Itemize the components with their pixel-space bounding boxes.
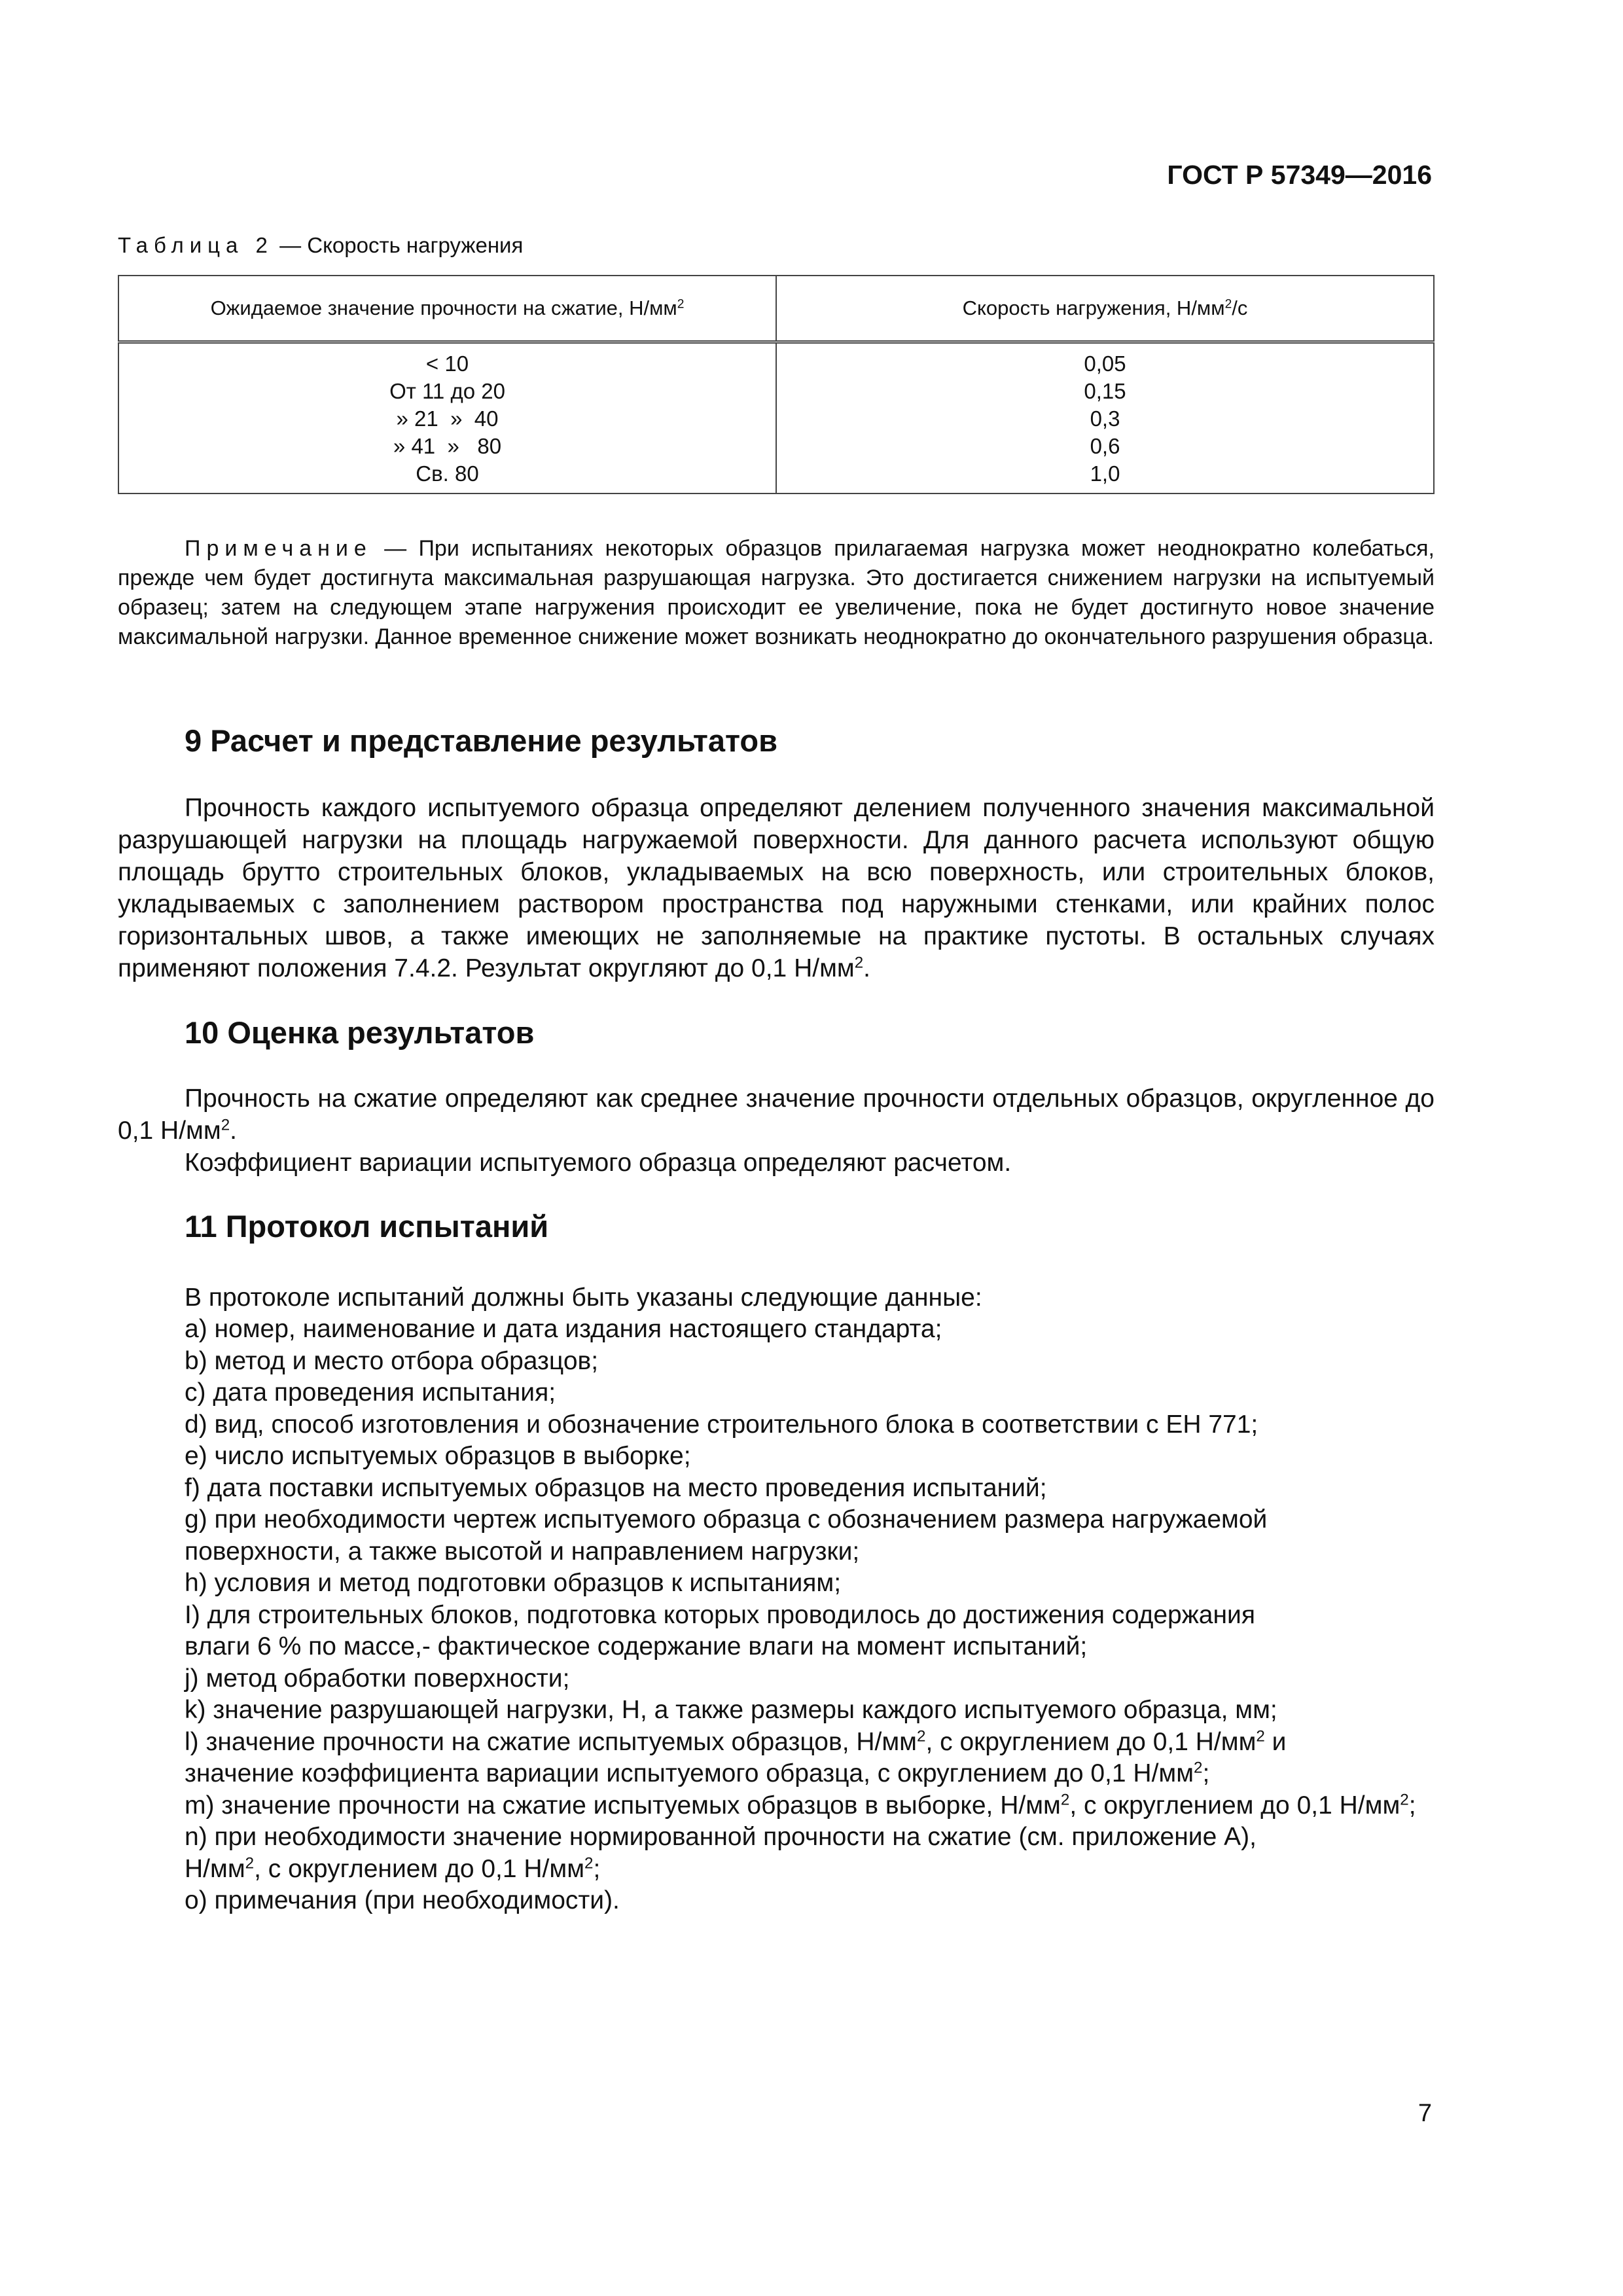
list-item: m) значение прочности на сжатие испытуемых образцов в выборке, $Н/мм^2$, с округлением до 0,1 $Н/мм^2$;: [185, 1791, 1416, 1820]
page-number: 7: [1418, 2100, 1432, 2127]
list-item: f) дата поставки испытуемых образцов на место проведения испытаний;: [185, 1473, 1047, 1502]
table-cell: » 41 » 80: [393, 434, 502, 458]
protocol-items-list: [185, 1314, 1435, 1917]
section-10-paragraph-2: Коэффициент вариации испытуемого образца определяют расчетом.: [185, 1149, 1012, 1177]
list-item: l) значение прочности на сжатие испытуемых образцов, $Н/мм^2$, с округлением до 0,1 $Н/мм^2$ и: [185, 1727, 1287, 1756]
list-item: g) при необходимости чертеж испытуемого образца с обозначением размера нагружаемой: [185, 1505, 1268, 1534]
rate-values-cell: [776, 342, 1434, 494]
table-cell: 1,0: [1090, 461, 1120, 486]
table-caption-label: Таблица 2: [118, 233, 274, 257]
list-item: h) условия и метод подготовки образцов к испытаниям;: [185, 1569, 842, 1597]
table-cell: Св. 80: [416, 461, 479, 486]
table-caption-text: — Скорость нагружения: [273, 233, 524, 257]
table-cell: < 10: [425, 351, 469, 376]
section-10-paragraph-1: Прочность на сжатие определяют как среднее значение прочности отдельных образцов, округленное до 0,1 $Н/мм^2$.: [118, 1085, 1435, 1145]
list-item: a) номер, наименование и дата издания настоящего стандарта;: [185, 1315, 942, 1343]
section-9-heading: 9 Расчет и представление результатов: [185, 723, 778, 758]
list-item: c) дата проведения испытания;: [185, 1378, 556, 1407]
list-item: I) для строительных блоков, подготовка которых проводилось до достижения содержания: [185, 1600, 1255, 1629]
table-note: [118, 534, 1435, 652]
table-cell: » 21 » 40: [396, 406, 499, 431]
protocol-intro: В протоколе испытаний должны быть указаны следующие данные:: [185, 1283, 982, 1312]
table-cell: 0,15: [1084, 379, 1126, 403]
section-9-body: [118, 792, 1435, 984]
list-item: влаги 6 % по массе,- фактическое содержание влаги на момент испытаний;: [185, 1632, 1088, 1660]
list-item: k) значение разрушающей нагрузки, Н, а также размеры каждого испытуемого образца, мм;: [185, 1696, 1277, 1724]
table-caption: [118, 233, 523, 258]
column-header-rate: Скорость нагружения, $Н/мм^2/с$: [776, 276, 1434, 342]
note-text: — При испытаниях некоторых образцов прилагаемая нагрузка может неоднократно колебаться, прежде чем будет достигнута максимальная разрушающая нагрузка. Это достигается снижением нагрузки на испытуемый образец; затем на следующем этапе нагружения происходит ее увеличение, пока не будет достигнуто новое значение максимальной нагрузки. Данное временное снижение может возникать неоднократно до окончательного разрушения образца.: [118, 536, 1435, 649]
list-item: j) метод обработки поверхности;: [185, 1664, 570, 1693]
list-item: n) при необходимости значение нормированной прочности на сжатие (см. приложение А),: [185, 1823, 1257, 1851]
list-item: $Н/мм^2$, с округлением до 0,1 $Н/мм^2$;: [185, 1854, 601, 1883]
list-item: b) метод и место отбора образцов;: [185, 1346, 599, 1375]
list-item: значение коэффициента вариации испытуемого образца, с округлением до 0,1 $Н/мм^2$;: [185, 1759, 1210, 1787]
table-cell: 0,6: [1090, 434, 1120, 458]
section-11-heading: 11 Протокол испытаний: [185, 1209, 549, 1244]
list-item: поверхности, а также высотой и направлением нагрузки;: [185, 1537, 860, 1566]
section-9-paragraph: Прочность каждого испытуемого образца определяют делением полученного значения максимальной разрушающей нагрузки на площадь нагружаемой поверхности. Для данного расчета используют общую площадь брутто строительных блоков, укладываемых на всю поверхность, или строительных блоков, укладываемых с заполнением раствором пространства под наружными стенками, или крайних полос горизонтальных швов, а также имеющих не заполняемые на практике пустоты. В остальных случаях применяют положения 7.4.2. Результат округляют до 0,1 $Н/мм^2$.: [118, 794, 1435, 982]
table-cell: От 11 до 20: [389, 379, 505, 403]
section-10-body: [118, 1083, 1435, 1179]
loading-speed-table: [118, 275, 1435, 494]
column-header-strength: Ожидаемое значение прочности на сжатие, $Н/мм^2$: [118, 276, 776, 342]
section-10-heading: 10 Оценка результатов: [185, 1015, 535, 1050]
list-item: o) примечания (при необходимости).: [185, 1886, 620, 1914]
table-row: [118, 342, 1434, 494]
document-code: ГОСТ Р 57349—2016: [1167, 160, 1432, 190]
table-cell: 0,3: [1090, 406, 1120, 431]
list-item: d) вид, способ изготовления и обозначение строительного блока в соответствии с ЕН 771;: [185, 1410, 1258, 1439]
strength-values-cell: [118, 342, 776, 494]
table-cell: 0,05: [1084, 351, 1126, 376]
list-item: e) число испытуемых образцов в выборке;: [185, 1442, 691, 1470]
note-label: Примечание: [185, 536, 372, 561]
